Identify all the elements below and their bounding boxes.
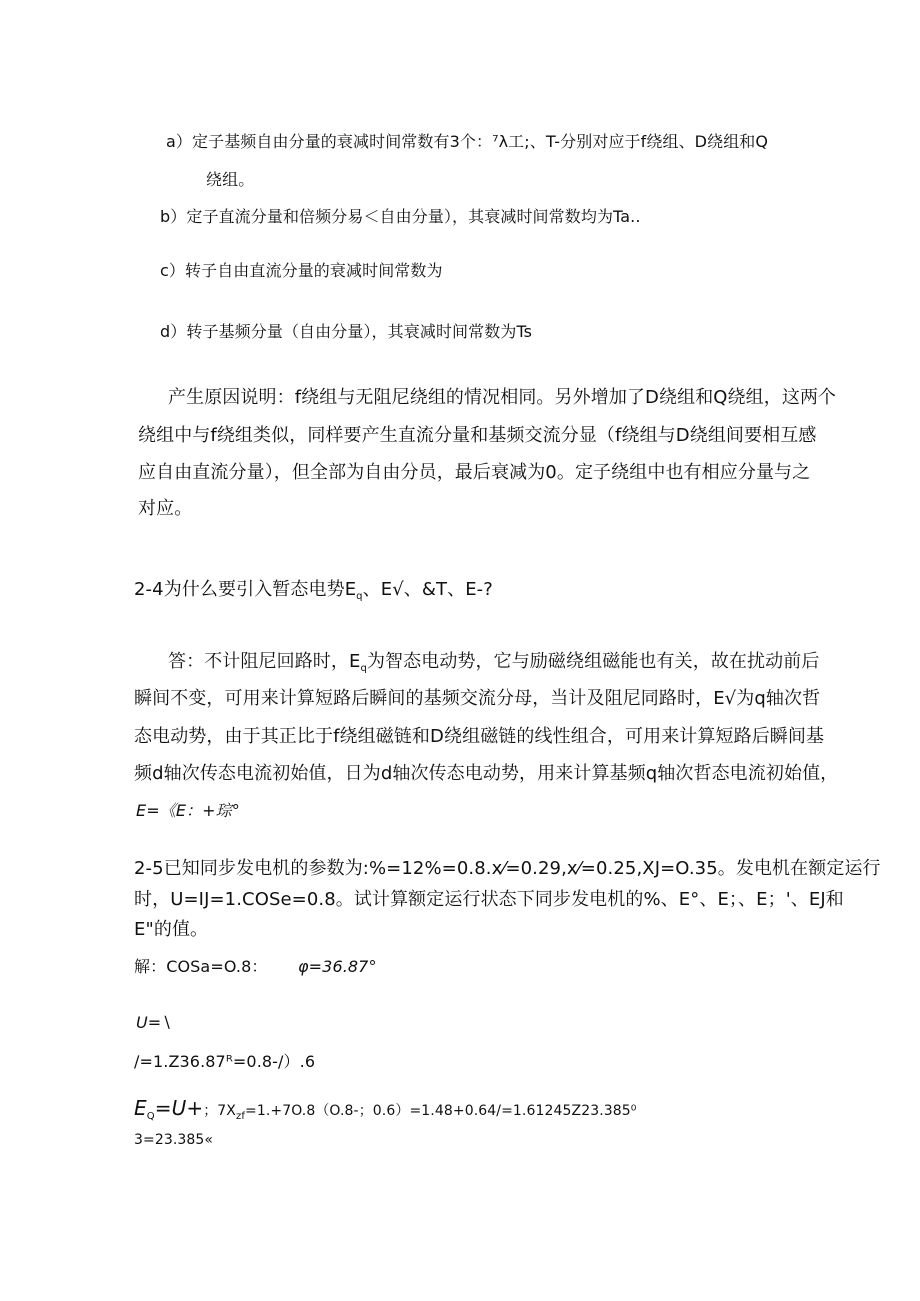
question-2-4 — [134, 578, 493, 609]
cause-line1: 产生原因说明：f绕组与无阻尼绕组的情况相同。另外增加了D绕组和Q绕组，这两个 — [168, 387, 837, 408]
answer-2-4-line1-sub: q — [360, 663, 367, 674]
question-2-5-line1: 2-5已知同步发电机的参数为:%=12%=0.8.x⁄=0.29,x⁄=0.25,XJ=O.35。发电机在额定运行 — [134, 858, 881, 879]
eq-equals: =U+ — [154, 1096, 204, 1120]
question-2-4-pre: 2-4为什么要引入暂态电势E — [134, 579, 357, 600]
question-2-5-line3: E"的值。 — [134, 919, 209, 940]
delta-value: 3=23.385« — [134, 1132, 214, 1148]
question-2-5-line2: 时，U=IJ=1.COSe=0.8。试计算额定运行状态下同步发电机的%、E°、E；、E；'、EJ和 — [134, 889, 844, 910]
answer-2-4-line2: 瞬间不变，可用来计算短路后瞬间的基频交流分母，当计及阻尼同路时，E√为q轴次哲 — [134, 688, 821, 709]
current-equation: ∕=1.Z36.87ᴿ=0.8-/）.6 — [134, 1052, 316, 1071]
answer-2-4-line1-post: 为智态电动势，它与励磁绕组磁能也有关，故在扰动前后 — [366, 651, 820, 672]
eq-symbol-sub: Q — [146, 1111, 155, 1122]
question-2-4-sub: q — [356, 591, 363, 602]
item-b: b）定子直流分量和倍频分易＜自由分量），其衰减时间常数均为Ta.. — [160, 207, 641, 226]
eq-symbol: E — [134, 1096, 147, 1120]
solution-label: 解：COSa=O.8： — [134, 957, 268, 976]
cause-line2: 绕组中与f绕组类似，同样要产生直流分量和基频交流分显（f绕组与D绕组间要相互感 — [138, 425, 817, 446]
answer-2-4-line4: 频d轴次传态电流初始值，日为d轴次传态电动势，用来计算基频q轴次哲态电流初始值， — [134, 763, 839, 784]
phi-value: φ=36.87° — [298, 957, 377, 976]
answer-2-4-line3: 态电动势，由于其正比于f绕组磁链和D绕组磁链的线性组合，可用来计算短路后瞬间基 — [134, 726, 825, 747]
answer-2-4-formula: E=《E：+琮° — [136, 801, 240, 820]
voltage-equation: U=∖ — [136, 1013, 172, 1032]
cause-line4: 对应。 — [138, 498, 193, 519]
question-2-4-post: 、E√、&T、E-? — [362, 579, 493, 600]
eq-rest-pre: ；7X — [203, 1103, 237, 1119]
eq-rest-post: =1.+7O.8（O.8-；0.6）=1.48+0.64/=1.61245Z23.385⁰ — [245, 1103, 637, 1119]
answer-2-4-line1-pre: 答：不计阻尼回路时，E — [168, 651, 361, 672]
item-a-line2: 绕组。 — [206, 170, 255, 189]
eq-equation — [134, 1097, 637, 1128]
eq-rest-sub: zf — [236, 1111, 245, 1122]
answer-2-4-line1 — [168, 650, 819, 681]
item-a-line1: a）定子基频自由分量的衰减时间常数有3个：⁷λ工;、T-分别对应于f绕组、D绕组和Q — [166, 132, 769, 151]
cause-line3: 应自由直流分量），但全部为自由分员，最后衰减为0。定子绕组中也有相应分量与之 — [138, 462, 811, 483]
item-d: d）转子基频分量（自由分量），其衰减时间常数为Ts — [160, 322, 533, 341]
item-c: c）转子自由直流分量的衰减时间常数为 — [160, 261, 443, 280]
